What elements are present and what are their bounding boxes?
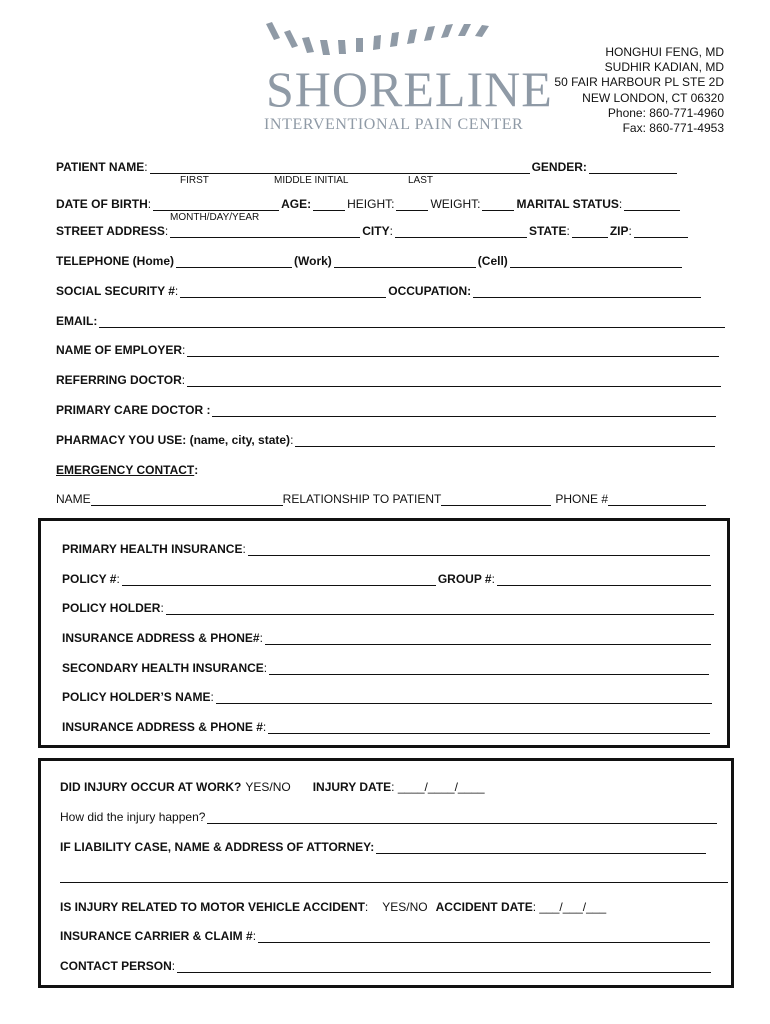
injury-date-label: INJURY DATE xyxy=(312,780,392,794)
primary-insurance-field[interactable] xyxy=(248,543,710,556)
secondary-insurance-field[interactable] xyxy=(269,662,709,675)
zip-field[interactable] xyxy=(634,225,688,238)
street-address-row: STREET ADDRESS : CITY : STATE : ZIP : xyxy=(56,224,690,238)
motor-vehicle-yesno[interactable]: YES/NO xyxy=(382,900,428,914)
secondary-insurance-label: SECONDARY HEALTH INSURANCE xyxy=(62,661,264,675)
pharmacy-label: PHARMACY YOU USE: (name, city, state) xyxy=(56,433,291,447)
dob-format-hint: MONTH/DAY/YEAR xyxy=(170,212,260,223)
primary-care-field[interactable] xyxy=(212,404,716,417)
last-name-hint: LAST xyxy=(408,175,434,186)
street-address-label: STREET ADDRESS xyxy=(56,224,165,238)
email-field[interactable] xyxy=(99,315,725,328)
contact-person-row: CONTACT PERSON : xyxy=(60,959,713,973)
telephone-work-label: (Work) xyxy=(294,254,332,268)
wave-logo-icon xyxy=(258,18,508,62)
policy-number-label: POLICY # xyxy=(62,572,117,586)
accident-date-label: ACCIDENT DATE xyxy=(435,900,533,914)
occupation-label: OCCUPATION: xyxy=(388,284,472,298)
work-injury-yesno[interactable]: YES/NO xyxy=(245,780,291,794)
gender-field[interactable] xyxy=(589,161,677,174)
ec-phone-label: PHONE # xyxy=(555,492,609,506)
height-label: HEIGHT: xyxy=(347,197,395,211)
policy-holder-name-row: POLICY HOLDER’S NAME : xyxy=(62,690,714,704)
height-field[interactable] xyxy=(396,198,428,211)
gender-label: GENDER: xyxy=(531,160,587,174)
middle-initial-hint: MIDDLE INITIAL xyxy=(274,175,349,186)
injury-date-field[interactable]: ____/____/____ xyxy=(397,780,485,794)
logo-subtitle: INTERVENTIONAL PAIN CENTER xyxy=(264,116,524,133)
insurance-address-2-row: INSURANCE ADDRESS & PHONE # : xyxy=(62,720,712,734)
contact-person-label: CONTACT PERSON xyxy=(60,959,172,973)
patient-name-label: PATIENT NAME xyxy=(56,160,145,174)
secondary-insurance-row: SECONDARY HEALTH INSURANCE : xyxy=(62,661,711,675)
policy-holder-field[interactable] xyxy=(166,602,714,615)
zip-label: ZIP xyxy=(609,224,629,238)
policy-number-field[interactable] xyxy=(122,573,436,586)
patient-name-field[interactable] xyxy=(150,161,530,174)
pharmacy-field[interactable] xyxy=(295,434,715,447)
email-row xyxy=(56,314,727,328)
telephone-cell-field[interactable] xyxy=(510,255,682,268)
telephone-home-label: TELEPHONE (Home) xyxy=(56,254,175,268)
street-address-field[interactable] xyxy=(170,225,360,238)
weight-label: WEIGHT: xyxy=(430,197,481,211)
emergency-contact-label: EMERGENCY CONTACT xyxy=(56,463,195,477)
state-label: STATE xyxy=(528,224,567,238)
insurance-address-row: INSURANCE ADDRESS & PHONE# : xyxy=(62,631,713,645)
city-label: CITY xyxy=(362,224,390,238)
age-field[interactable] xyxy=(313,198,345,211)
insurance-address-2-field[interactable] xyxy=(268,721,710,734)
pharmacy-row: PHARMACY YOU USE: (name, city, state) : xyxy=(56,433,717,447)
referring-doctor-field[interactable] xyxy=(187,374,721,387)
first-name-hint: FIRST xyxy=(180,175,209,186)
age-label: AGE: xyxy=(281,197,312,211)
dob-label: DATE OF BIRTH xyxy=(56,197,148,211)
group-number-field[interactable] xyxy=(497,573,711,586)
employer-label: NAME OF EMPLOYER xyxy=(56,343,183,357)
logo xyxy=(258,18,553,148)
referring-doctor-row: REFERRING DOCTOR : xyxy=(56,373,723,387)
injury-how-row xyxy=(60,810,719,824)
fax-number: Fax: 860-771-4953 xyxy=(622,121,724,136)
emergency-contact-row xyxy=(56,492,706,506)
employer-row: NAME OF EMPLOYER : xyxy=(56,343,721,357)
occupation-field[interactable] xyxy=(473,285,701,298)
primary-care-label: PRIMARY CARE DOCTOR : xyxy=(56,403,211,417)
dob-field[interactable] xyxy=(153,198,279,211)
policy-holder-name-label: POLICY HOLDER’S NAME xyxy=(62,690,211,704)
primary-insurance-row: PRIMARY HEALTH INSURANCE : xyxy=(62,542,712,556)
referring-doctor-label: REFERRING DOCTOR xyxy=(56,373,182,387)
ec-relationship-label: RELATIONSHIP TO PATIENT xyxy=(282,492,442,506)
street-address: 50 FAIR HARBOUR PL STE 2D xyxy=(554,75,724,90)
marital-status-label: MARITAL STATUS xyxy=(516,197,619,211)
work-injury-row: DID INJURY OCCUR AT WORK? YES/NO INJURY DATE : ____/____/____ xyxy=(60,780,485,794)
weight-field[interactable] xyxy=(482,198,514,211)
injury-how-label: How did the injury happen? xyxy=(60,810,206,824)
telephone-home-field[interactable] xyxy=(176,255,292,268)
doctor-1: HONGHUI FENG, MD xyxy=(605,45,724,59)
carrier-row: INSURANCE CARRIER & CLAIM # : xyxy=(60,929,712,943)
doctor-2: SUDHIR KADIAN, MD xyxy=(604,60,724,75)
accident-date-field[interactable]: ___/___/___ xyxy=(539,900,607,914)
contact-person-field[interactable] xyxy=(177,960,711,973)
city-field[interactable] xyxy=(395,225,527,238)
motor-vehicle-label: IS INJURY RELATED TO MOTOR VEHICLE ACCIDENT xyxy=(60,900,365,914)
telephone-row xyxy=(56,254,684,268)
insurance-address-field[interactable] xyxy=(265,632,711,645)
telephone-cell-label: (Cell) xyxy=(477,254,508,268)
patient-name-row: PATIENT NAME : GENDER: xyxy=(56,160,679,174)
group-number-label: GROUP # xyxy=(437,572,492,586)
ssn-label: SOCIAL SECURITY # xyxy=(56,284,175,298)
practice-address xyxy=(554,45,724,136)
policy-holder-row: POLICY HOLDER : xyxy=(62,601,716,615)
ec-name-label: NAME xyxy=(56,492,91,506)
email-label: EMAIL: xyxy=(56,314,98,328)
attorney-row xyxy=(60,840,708,854)
insurance-address-2-label: INSURANCE ADDRESS & PHONE # xyxy=(62,720,263,734)
policy-holder-label: POLICY HOLDER xyxy=(62,601,161,615)
dob-row: DATE OF BIRTH : AGE: HEIGHT: WEIGHT: MARITAL STATUS : xyxy=(56,197,682,211)
policy-holder-name-field[interactable] xyxy=(216,691,712,704)
phone-number: Phone: 860-771-4960 xyxy=(607,105,724,120)
primary-care-row xyxy=(56,403,718,417)
insurance-address-label: INSURANCE ADDRESS & PHONE# xyxy=(62,631,260,645)
attorney-row-2 xyxy=(60,870,728,883)
ec-phone-field[interactable] xyxy=(608,493,706,506)
policy-row: POLICY # : GROUP # : xyxy=(62,572,713,586)
emergency-contact-heading: EMERGENCY CONTACT : xyxy=(56,463,199,477)
ec-relationship-field[interactable] xyxy=(441,493,551,506)
ec-name-field[interactable] xyxy=(91,493,283,506)
state-field[interactable] xyxy=(572,225,608,238)
work-injury-label: DID INJURY OCCUR AT WORK? xyxy=(60,780,242,794)
motor-vehicle-row: IS INJURY RELATED TO MOTOR VEHICLE ACCIDENT : YES/NO ACCIDENT DATE : ___/___/___ xyxy=(60,900,607,914)
injury-how-field[interactable] xyxy=(207,811,717,824)
ssn-field[interactable] xyxy=(180,285,386,298)
city-state-zip: NEW LONDON, CT 06320 xyxy=(582,90,724,105)
marital-status-field[interactable] xyxy=(624,198,680,211)
attorney-field-2[interactable] xyxy=(60,870,728,883)
attorney-field[interactable] xyxy=(376,841,706,854)
employer-field[interactable] xyxy=(187,344,719,357)
primary-insurance-label: PRIMARY HEALTH INSURANCE xyxy=(62,542,243,556)
telephone-work-field[interactable] xyxy=(334,255,476,268)
attorney-label: IF LIABILITY CASE, NAME & ADDRESS OF ATTORNEY: xyxy=(60,840,375,854)
logo-name: SHORELINE xyxy=(266,61,553,117)
ssn-row: SOCIAL SECURITY # : OCCUPATION: xyxy=(56,284,703,298)
carrier-field[interactable] xyxy=(258,930,710,943)
carrier-label: INSURANCE CARRIER & CLAIM # xyxy=(60,929,253,943)
